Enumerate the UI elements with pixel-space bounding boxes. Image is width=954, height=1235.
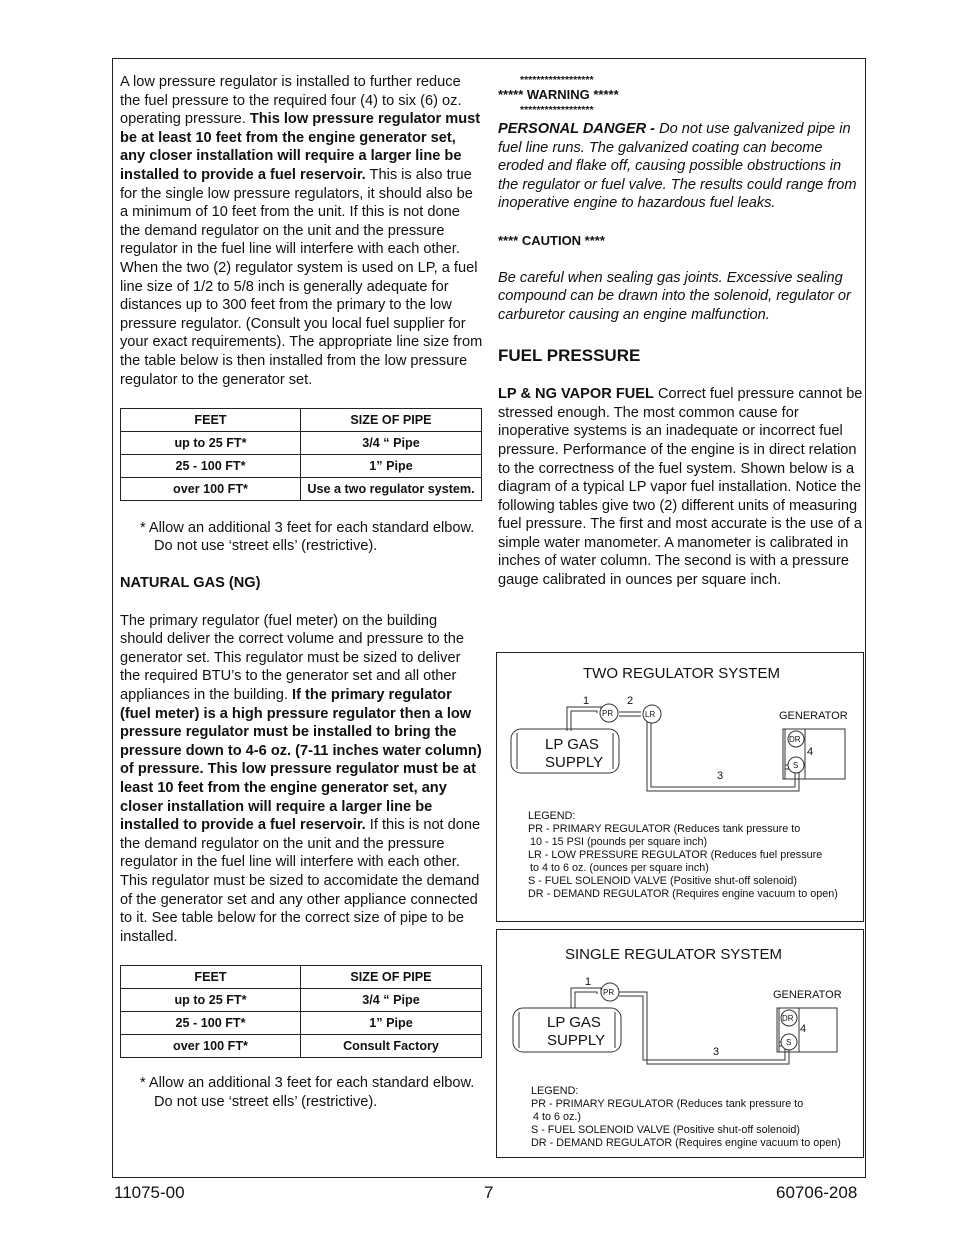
heading-text: NATURAL GAS (NG) xyxy=(120,575,261,592)
supply-label-line2: SUPPLY xyxy=(545,754,604,771)
table-cell: 25 - 100 FT* xyxy=(121,454,301,477)
table-header: SIZE OF PIPE xyxy=(301,965,482,988)
lp-label: LP & NG VAPOR FUEL xyxy=(498,386,654,403)
paragraph-natural-gas xyxy=(120,612,484,947)
supply-label-line1: LP GAS xyxy=(545,736,599,753)
ng-heading xyxy=(120,574,484,593)
supply-label-line2: SUPPLY xyxy=(547,1032,606,1049)
lr-label: LR xyxy=(645,710,656,719)
table-header-row xyxy=(121,408,482,431)
table-row xyxy=(121,431,482,454)
danger-text: Do not use galvanized pipe in fuel line runs. The galvanized coating can become eroded and flake off, causing possible obstructions in the regulator or fuel valve. The results could range from inoperative engine to hazardous fuel leaks. xyxy=(498,121,857,212)
legend-line: 10 - 15 PSI (pounds per square inch) xyxy=(530,836,708,848)
pipe-tank-to-pr-inner xyxy=(575,992,597,1008)
s-label: S xyxy=(786,1038,792,1047)
s-label: S xyxy=(793,761,799,770)
table-cell: over 100 FT* xyxy=(121,477,301,500)
caution-paragraph: Be careful when sealing gas joints. Excessive sealing compound can be drawn into the solenoid, regulator or carburetor causing an engine malfunction. xyxy=(498,269,851,323)
left-column xyxy=(120,73,484,1111)
footer-page-number: 7 xyxy=(484,1183,494,1202)
paragraph-low-pressure xyxy=(120,73,484,389)
fuel-pressure-heading: FUEL PRESSURE xyxy=(498,345,641,365)
table-row xyxy=(121,1011,482,1034)
marker-3: 3 xyxy=(717,770,724,782)
diagram-title: TWO REGULATOR SYSTEM xyxy=(583,665,780,682)
pipe-pr-to-lr xyxy=(619,712,641,716)
fuel-pipe xyxy=(567,707,799,791)
lp-paragraph xyxy=(498,385,864,590)
single-regulator-diagram xyxy=(496,929,864,1158)
generator-label: GENERATOR xyxy=(779,710,848,722)
legend-line: PR - PRIMARY REGULATOR (Reduces tank pressure to xyxy=(531,1098,804,1110)
dr-label: DR xyxy=(782,1014,794,1023)
table-header: FEET xyxy=(121,965,301,988)
dr-label: DR xyxy=(789,735,801,744)
diagram-title: SINGLE REGULATOR SYSTEM xyxy=(565,946,782,963)
bold-run: This low pressure regulator must be at least 10 feet from the engine generator set, any closer installation will require a larger line be installed to provide a fuel reservoir. xyxy=(120,111,481,183)
table-row xyxy=(121,477,482,500)
bold-run: If the primary regulator (fuel meter) is a high pressure regulator then a low pressure regulator must be installed to bring the pressure down to 4-6 oz. (7-11 inches water column) of pressure. This low pressure regulator must be at least 10 feet from the engine generator set, any closer installation will require a larger line be installed to provide a fuel reservoir. xyxy=(120,687,482,834)
legend-line: LR - LOW PRESSURE REGULATOR (Reduces fuel pressure xyxy=(528,849,823,861)
generator-label: GENERATOR xyxy=(773,989,842,1001)
lp-text: Correct fuel pressure cannot be stressed enough. The most common cause for inoperative systems is an inadequate or incorrect fuel pressure. Performance of the engine is in direct relation to the correctness of the fuel system. Shown below is a diagram of a typical LP vapor fuel installation. Notice the following tables give two (2) different units of measuring fuel pressure. The first and most accurate is the use of a simple water manometer. A manometer is calibrated in inches of water column. The second is with a pressure gauge calibrated in ounces per square inch. xyxy=(498,386,863,589)
elbow-note: * Allow an additional 3 feet for each standard elbow. Do not use ‘street ells’ (restrictive). xyxy=(140,519,475,555)
table-cell: Consult Factory xyxy=(301,1034,482,1057)
pipe-size-table-ng xyxy=(120,965,482,1058)
table-cell: Use a two regulator system. xyxy=(301,477,482,500)
legend-line: PR - PRIMARY REGULATOR (Reduces tank pressure to xyxy=(528,823,801,835)
table-cell: up to 25 FT* xyxy=(121,988,301,1011)
legend-line: S - FUEL SOLENOID VALVE (Positive shut-off solenoid) xyxy=(528,875,798,887)
pr-label: PR xyxy=(602,709,614,718)
legend-line: S - FUEL SOLENOID VALVE (Positive shut-off solenoid) xyxy=(531,1124,801,1136)
elbow-note: * Allow an additional 3 feet for each standard elbow. Do not use ‘street ells’ (restrictive). xyxy=(140,1074,475,1110)
table-row xyxy=(121,988,482,1011)
caution-heading: **** CAUTION **** xyxy=(498,232,605,248)
danger-paragraph xyxy=(498,120,864,213)
two-regulator-diagram xyxy=(496,652,864,922)
warning-heading: ***** WARNING ***** xyxy=(498,87,619,102)
table-header: FEET xyxy=(121,408,301,431)
legend-line: LEGEND: xyxy=(528,810,576,822)
supply-label-line1: LP GAS xyxy=(547,1014,601,1031)
footer-part-number: 60706-208 xyxy=(776,1183,858,1202)
legend-line: LEGEND: xyxy=(531,1085,579,1097)
marker-2: 2 xyxy=(627,695,634,707)
text-run: A low pressure regulator is installed to further reduce the fuel pressure to the required four (4) to six (6) oz. operating pressure. xyxy=(120,74,462,128)
table-cell: 1” Pipe xyxy=(301,1011,482,1034)
marker-1: 1 xyxy=(583,695,590,707)
marker-3: 3 xyxy=(713,1046,720,1058)
table-cell: 25 - 100 FT* xyxy=(121,1011,301,1034)
legend-line: to 4 to 6 oz. (ounces per square inch) xyxy=(530,862,709,874)
legend xyxy=(531,1085,841,1149)
danger-label: PERSONAL DANGER - xyxy=(498,121,660,137)
marker-4: 4 xyxy=(807,746,814,758)
text-run: The primary regulator (fuel meter) on the building should deliver the correct volume and pressure to the generator set. This regulator must be sized to deliver the required BTU’s to the generator set and all other appliances in the building. xyxy=(120,612,464,704)
marker-4: 4 xyxy=(800,1023,807,1035)
legend-line: DR - DEMAND REGULATOR (Requires engine vacuum to open) xyxy=(528,888,838,900)
marker-1: 1 xyxy=(585,976,592,988)
diagram-drawing xyxy=(497,653,865,923)
legend-line: 4 to 6 oz.) xyxy=(533,1111,582,1123)
pipe-pr-to-generator-inner xyxy=(619,996,785,1060)
table-header: SIZE OF PIPE xyxy=(301,408,482,431)
legend xyxy=(528,810,838,900)
warning-stars: ****************** xyxy=(520,74,594,86)
table-row xyxy=(121,1034,482,1057)
right-column xyxy=(498,73,864,590)
table-cell: 3/4 “ Pipe xyxy=(301,988,482,1011)
text-run: If this is not done the demand regulator on the unit and the pressure regulator in the fuel line will interfere with each other. This regulator must be sized to accomidate the demand of the generator set and any other appliance connected to it. See table below for the correct size of pipe to be installed. xyxy=(120,817,481,945)
table-cell: 1” Pipe xyxy=(301,454,482,477)
footer-doc-number: 11075-00 xyxy=(114,1183,185,1202)
table-cell: over 100 FT* xyxy=(121,1034,301,1057)
table-cell: up to 25 FT* xyxy=(121,431,301,454)
table-header-row xyxy=(121,965,482,988)
pipe-pr-to-generator xyxy=(619,992,792,1064)
text-run: This is also true for the single low pressure regulators, it should also be a minimum of 10 feet from the unit. If this is not done the demand regulator on the unit and the pressure regulator in the fuel line will interfere with each other. When the two (2) regulator system is used on LP, a fuel line size of 1/2 to 5/8 inch is generally adequate for distances up to 300 feet from the primary to the low pressure regulator. (Consult you local fuel supplier for your exact requirements). The appropriate line size from the table below is then installed from the low pressure regulator to the generator set. xyxy=(120,166,483,388)
legend-line: DR - DEMAND REGULATOR (Requires engine vacuum to open) xyxy=(531,1137,841,1149)
pr-label: PR xyxy=(603,988,615,997)
pipe-size-table-lp xyxy=(120,408,482,501)
table-cell: 3/4 “ Pipe xyxy=(301,431,482,454)
warning-stars: ****************** xyxy=(520,104,594,116)
pipe-tank-to-pr-inner xyxy=(571,711,597,731)
diagram-drawing xyxy=(497,930,865,1159)
fuel-pipe xyxy=(571,988,792,1064)
table-row xyxy=(121,454,482,477)
